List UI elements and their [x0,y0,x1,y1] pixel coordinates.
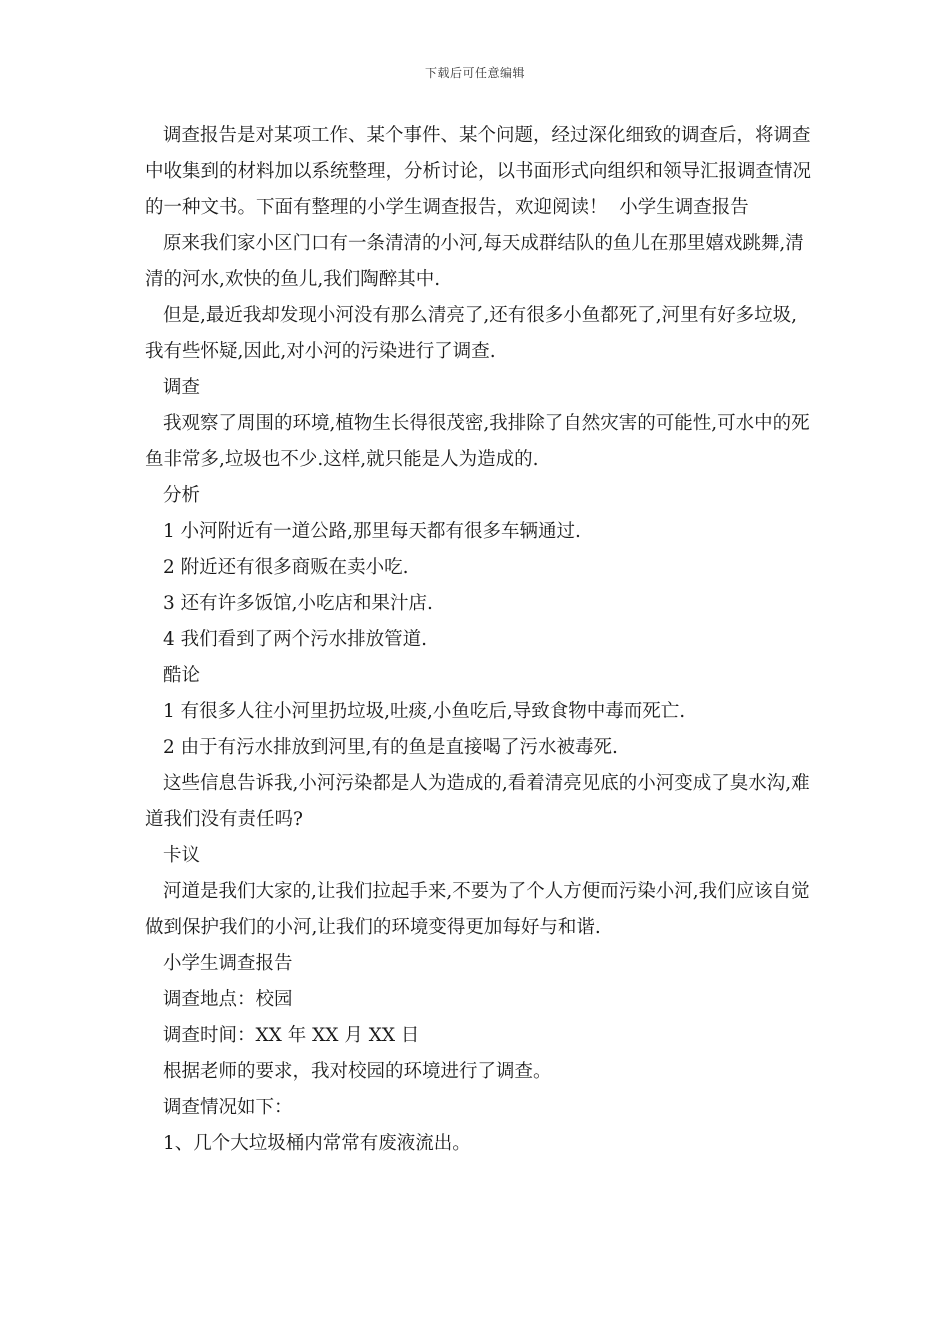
body-paragraph: 根据老师的要求，我对校园的环境进行了调查。 [163,1061,552,1082]
list-item: 2 由于有污水排放到河里,有的鱼是直接喝了污水被毒死. [163,737,618,758]
section-heading-proposal: 卡议 [163,845,201,866]
body-paragraph: 我观察了周围的环境,植物生长得很茂密,我排除了自然灾害的可能性,可水中的死鱼非常多,垃圾也不少.这样,就只能是人为造成的. [145,413,810,470]
list-item: 1 有很多人往小河里扔垃圾,吐痰,小鱼吃后,导致食物中毒而死亡. [163,701,686,722]
intro-paragraph: 调查报告是对某项工作、某个事件、某个问题，经过深化细致的调查后，将调查中收集到的材料加以系统整理，分析讨论，以书面形式向组织和领导汇报调查情况的一种文书。下面有整理的小学生调查报告，欢迎阅读！ 小学生调查报告 [145,125,812,218]
list-item: 3 还有许多饭馆,小吃店和果汁店. [163,593,433,614]
list-item: 2 附近还有很多商贩在卖小吃. [163,557,409,578]
list-item: 1 小河附近有一道公路,那里每天都有很多车辆通过. [163,521,581,542]
survey-location: 调查地点：校园 [163,989,293,1010]
header-note: 下载后可任意编辑 [424,66,525,80]
section-heading-survey: 调查 [163,377,201,398]
list-item: 1、几个大垃圾桶内常常有废液流出。 [163,1133,471,1154]
body-paragraph: 原来我们家小区门口有一条清清的小河,每天成群结队的鱼儿在那里嬉戏跳舞,清清的河水,欢快的鱼儿,我们陶醉其中. [145,233,804,290]
body-paragraph: 河道是我们大家的,让我们拉起手来,不要为了个人方便而污染小河,我们应该自觉做到保护我们的小河,让我们的环境变得更加每好与和谐. [145,881,810,938]
list-item: 4 我们看到了两个污水排放管道. [163,629,428,650]
body-paragraph: 调查情况如下： [163,1097,293,1118]
section-heading-analysis: 分析 [163,485,201,506]
body-paragraph: 但是,最近我却发现小河没有那么清亮了,还有很多小鱼都死了,河里有好多垃圾,我有些怀疑,因此,对小河的污染进行了调查. [145,305,798,362]
body-paragraph: 这些信息告诉我,小河污染都是人为造成的,看着清亮见底的小河变成了臭水沟,难道我们没有责任吗? [145,773,810,830]
section-heading-conclusion: 酷论 [163,665,201,686]
document-body [145,118,815,1162]
survey-date: 调查时间：XX 年 XX 月 XX 日 [163,1025,420,1046]
report-title: 小学生调查报告 [163,953,293,974]
